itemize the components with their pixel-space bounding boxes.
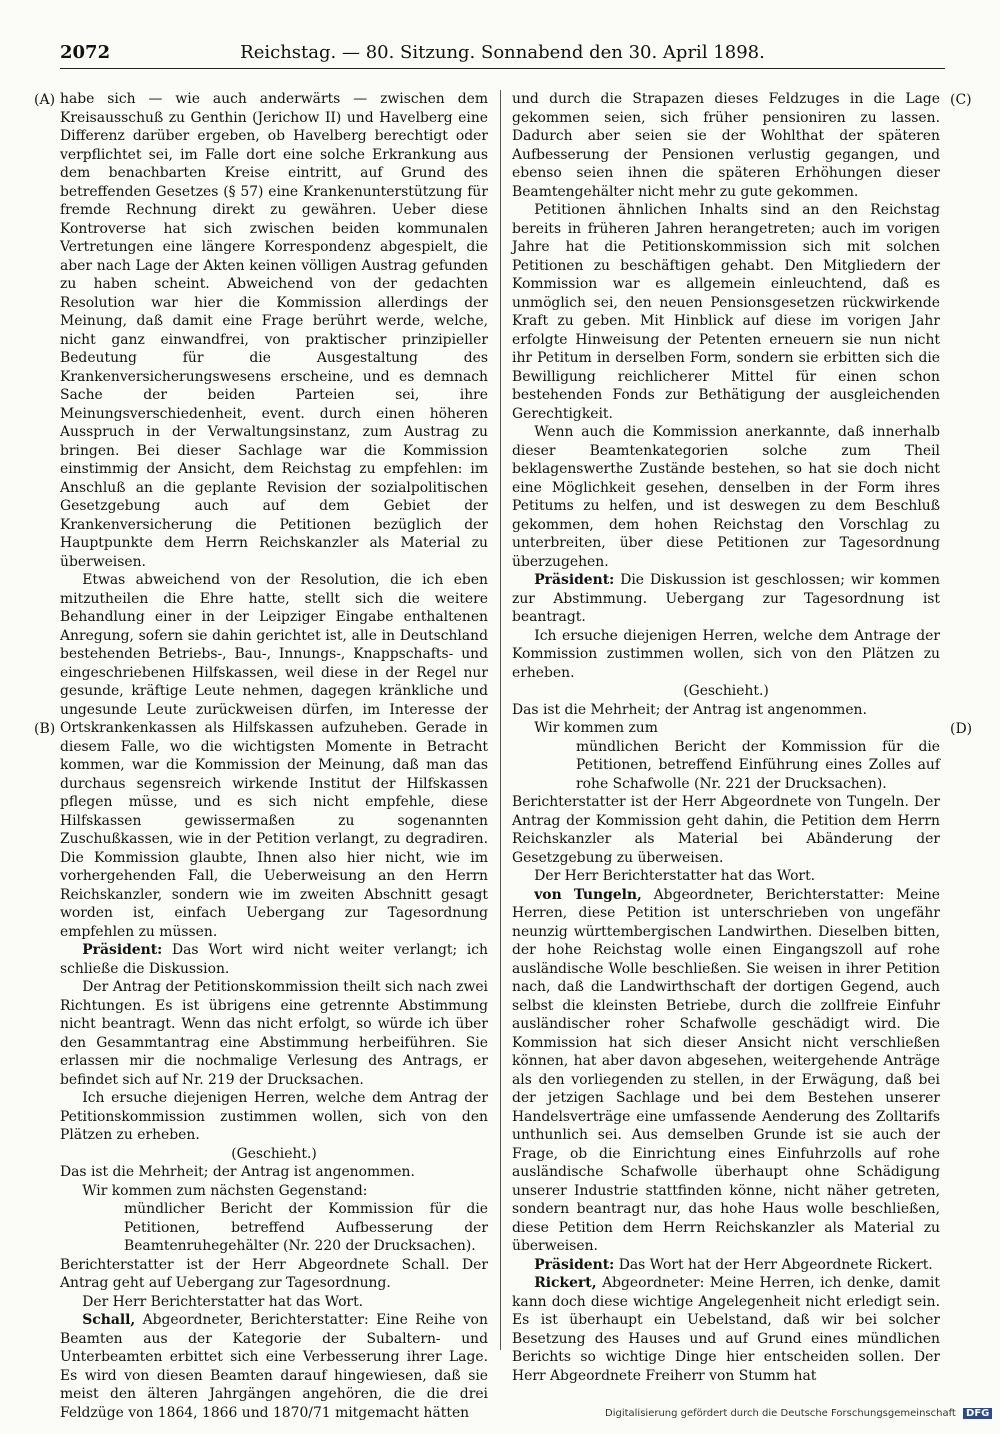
dfg-logo: DFG bbox=[963, 1408, 992, 1419]
paragraph: Etwas abweichend von der Resolution, die ich eben mitzutheilen die Ehre hatte, stellt sich die weitere Behandlung einer in der Leipziger Eingabe enthaltenen Anregung, sofern sie dahin gerichtet ist, alle in Deutschland bestehenden Betriebs-, Bau-, Innungs-, Knappschafts- und eingeschriebenen Hilfskassen, weil diese in der Regel nur gesunde, kräftige Leute nehmen, dagegen kränkliche und ungesunde Leute zurückweisen dürfen, im Interesse der Ortskrankenkassen als Hilfskassen aufzuheben. Gerade in diesem Falle, wo die wichtigsten Momente in Betracht kommen, war die Kommission der Meinung, daß man das durchaus segensreich wirkende Institut der Hilfskassen pflegen müsse, und es sich nicht empfehle, diese Hilfskassen gewissermaßen zu sogenannten Zuschußkassen, wie in der Petition verlangt, zu degradiren. Die Kommission glaubte, Ihnen also hier nicht, wie im vorhergehenden Fall, die Ueberweisung an den Herrn Reichskanzler, sondern wie im zweiten Abschnitt gesagt worden ist, einfach Uebergang zur Tagesordnung empfehlen zu müssen. bbox=[60, 572, 488, 940]
paragraph: und durch die Strapazen dieses Feldzuges in die Lage gekommen seien, sich früher pensioniren zu lassen. Dadurch aber seien sie der Wohlthat der späteren Aufbesserung der Pensionen verlustig gegangen, und ebenso seien ihnen die späteren Erhöhungen dieser Beamtengehälter nicht mehr zu gute gekommen. bbox=[512, 91, 940, 200]
speech-text: Abgeordneter, Berichterstatter: Meine Herren, diese Petition ist unterschrieben von ungefähr neunzig württembergischen Landwirthen. Dieselben bitten, der hohe Reichstag wolle einen Eingangszoll auf rohe ausländische Wolle beschließen. Sie weisen in ihrer Petition nach, daß die Landwirthschaft der dortigen Gegend, auch selbst die kleinsten Betriebe, durch die zollfreie Einfuhr ausländischer roher Schafwolle geschädigt wird. Die Kommission hat sich dieser Ansicht nicht verschließen können, hat aber davon abgesehen, weitergehende Anträge als den vorliegenden zu stellen, in der Erwägung, daß bei der jetzigen Sachlage und bei dem Bestehen unserer Handelsverträge eine umfassende Aenderung des Zolltarifs unthunlich sei. Aus demselben Grunde ist sie auch der Frage, ob die Einrichtung eines Einfuhrzolls auf rohe ausländische Schafwolle überhaupt ohne Schädigung unserer Industrie stattfinden könne, nicht näher getreten, sondern beantragt nur, das hohe Haus wolle beschließen, diese Petition dem Herrn Reichskanzler als Material zu überweisen. bbox=[512, 886, 941, 1254]
stage-direction: (Geschieht.) bbox=[683, 683, 769, 699]
right-column bbox=[512, 90, 940, 1385]
column-divider bbox=[500, 90, 501, 1350]
margin-marker-b: (B) bbox=[34, 721, 56, 737]
paragraph: Berichterstatter ist der Herr Abgeordnete Schall. Der Antrag geht auf Uebergang zur Tagesordnung. bbox=[60, 1256, 488, 1291]
speech-text: Das Wort wird nicht weiter verlangt; ich schließe die Diskussion. bbox=[60, 942, 488, 977]
paragraph: Wir kommen zum bbox=[534, 720, 658, 736]
speaker-name: von Tungeln, bbox=[534, 886, 642, 903]
paragraph bbox=[512, 1256, 940, 1275]
speaker-name: Präsident: bbox=[534, 1256, 615, 1273]
paragraph: Der Herr Berichterstatter hat das Wort. bbox=[82, 1293, 364, 1310]
paragraph bbox=[512, 571, 940, 627]
paragraph: Berichterstatter ist der Herr Abgeordnete von Tungeln. Der Antrag der Kommission geht dahin, die Petition dem Herrn Reichskanzler als Material bei Abänderung der Gesetzgebung zu überweisen. bbox=[512, 794, 940, 866]
speaker-name: Präsident: bbox=[534, 572, 615, 588]
agenda-item: mündlicher Bericht der Kommission für die Petitionen, betreffend Aufbesserung der Beamtenruhegehälter (Nr. 220 der Drucksachen). bbox=[124, 1201, 488, 1254]
page-number: 2072 bbox=[60, 42, 111, 63]
agenda-item: mündlichen Bericht der Kommission für die Petitionen, betreffend Einführung eines Zolles auf rohe Schafwolle (Nr. 221 der Drucksachen). bbox=[576, 738, 940, 792]
paragraph bbox=[60, 1311, 488, 1422]
paragraph: habe sich — wie auch anderwärts — zwischen dem Kreisausschuß zu Genthin (Jerichow II) und Havelberg eine Differenz darüber ergeben, ob Havelberg berechtigt oder verpflichtet sei, im Falle dort eine solche Erkrankung aus dem benachbarten Kreise eintritt, auf Grund des betreffenden Gesetzes (§ 57) eine Krankenunterstützung für fremde Rechnung direkt zu gewähren. Ueber diese Kontroverse hat sich zwischen beiden kommunalen Vertretungen eine längere Korrespondenz abgespielt, die aber nach Lage der Akten keinen völligen Austrag gefunden zu haben scheint. Abweichend von der gedachten Resolution war hier die Kommission allerdings der Meinung, daß damit eine Frage berührt werde, welche, nicht ganz einwandfrei, von praktischer prinzipieller Bedeutung für die Ausgestaltung des Krankenversicherungswesens erscheine, und es demnach Sache der beiden Parteien sei, ihre Meinungsverschiedenheit, event. durch einen höheren Ausspruch in der Verwaltungsinstanz, zum Austrag zu bringen. Bei dieser Sachlage war die Kommission einstimmig der Ansicht, dem Reichstag zu empfehlen: im Anschluß an die geplante Revision der sozialpolitischen Gesetzgebung auch auf dem Gebiet der Krankenversicherung die Petitionen bezüglich der Hauptpunkte dem Herrn Reichskanzler als Material zu überweisen. bbox=[60, 91, 488, 570]
paragraph bbox=[60, 941, 488, 978]
running-title: Reichstag. — 80. Sitzung. Sonnabend den 30. April 1898. bbox=[240, 42, 765, 63]
paragraph: Wir kommen zum nächsten Gegenstand: bbox=[82, 1182, 368, 1199]
paragraph: Ich ersuche diejenigen Herren, welche dem Antrag der Petitionskommission zustimmen wollen, sich von den Plätzen zu erheben. bbox=[60, 1090, 488, 1143]
speaker-name: Rickert, bbox=[534, 1275, 597, 1291]
left-column bbox=[60, 90, 488, 1422]
paragraph: Der Herr Berichterstatter hat das Wort. bbox=[534, 868, 816, 884]
paragraph bbox=[512, 886, 940, 1256]
stage-direction: (Geschieht.) bbox=[231, 1145, 317, 1162]
page-header bbox=[60, 40, 945, 69]
paragraph bbox=[512, 1274, 940, 1385]
digitization-credit bbox=[605, 1408, 990, 1419]
speech-text: Abgeordneter, Berichterstatter: Eine Reihe von Beamten aus der Kategorie der Subaltern- und Unterbeamten erbittet sich eine Verbesserung ihrer Lage. Es wird von diesen Beamten darauf hingewiesen, daß sie meist den älteren Jahrgängen angehören, die die drei Feldzüge von 1864, 1866 und 1870/71 mitgemacht hätten bbox=[60, 1312, 488, 1421]
speech-text: Das Wort hat der Herr Abgeordnete Rickert. bbox=[618, 1256, 933, 1273]
credit-text: Digitalisierung gefördert durch die Deutsche Forschungsgemeinschaft bbox=[605, 1408, 956, 1419]
margin-marker-a: (A) bbox=[34, 92, 56, 108]
paragraph: Petitionen ähnlichen Inhalts sind an den Reichstag bereits in früheren Jahren herangetreten; auch im vorigen Jahre hat die Petitionskommission sich mit solchen Petitionen zu beschäftigen gehabt. Den Mitgliedern der Kommission war es allgemein einleuchtend, daß es unmöglich sei, den neuen Pensionsgesetzen rückwirkende Kraft zu geben. Mit Hinblick auf diese im vorigen Jahr erfolgte Hinweisung der Petenten erneuern sie nun nicht ihr Petitum in derselben Form, sondern sie erbitten sich die Bewilligung reichlicherer Mittel für einen schon bestehenden Fonds zur Bethätigung der ausgleichenden Gerechtigkeit. bbox=[512, 202, 940, 422]
speech-text: Abgeordneter: Meine Herren, ich denke, damit kann doch diese wichtige Angelegenheit nicht erledigt sein. Es ist überhaupt ein Uebelstand, daß wir bei solcher Besetzung des Hauses und auf Grund eines mündlichen Berichts so wichtige Dinge hier entscheiden sollen. Der Herr Abgeordnete Freiherr von Stumm hat bbox=[512, 1275, 940, 1384]
paragraph: Wenn auch die Kommission anerkannte, daß innerhalb dieser Beamtenkategorien solche zum Theil beklagenswerthe Zustände bestehen, so hat sie doch nicht eine Möglichkeit gesehen, denselben in der Form ihres Petitums zu helfen, und ist deswegen zu dem Beschluß gekommen, dem hohen Reichstag den Vorschlag zu unterbreiten, über diese Petitionen zur Tagesordnung überzugehen. bbox=[512, 424, 940, 570]
speaker-name: Schall, bbox=[82, 1312, 136, 1328]
speaker-name: Präsident: bbox=[82, 942, 163, 958]
margin-marker-c: (C) bbox=[950, 92, 972, 108]
paragraph: Ich ersuche diejenigen Herren, welche dem Antrage der Kommission zustimmen wollen, sich von den Plätzen zu erheben. bbox=[512, 627, 940, 681]
paragraph: Das ist die Mehrheit; der Antrag ist angenommen. bbox=[512, 701, 867, 718]
paragraph: Das ist die Mehrheit; der Antrag ist angenommen. bbox=[60, 1164, 415, 1180]
speech-text: Die Diskussion ist geschlossen; wir kommen zur Abstimmung. Uebergang zur Tagesordnung ist beantragt. bbox=[512, 572, 940, 625]
paragraph: Der Antrag der Petitionskommission theilt sich nach zwei Richtungen. Es ist übrigens eine getrennte Abstimmung nicht beantragt. Wenn das nicht erfolgt, so würde ich über den Gesammtantrag eine Abstimmung herbeiführen. Sie erlassen mir die nochmalige Verlesung des Antrags, er befindet sich auf Nr. 219 der Drucksachen. bbox=[60, 979, 488, 1088]
margin-marker-d: (D) bbox=[950, 721, 973, 737]
